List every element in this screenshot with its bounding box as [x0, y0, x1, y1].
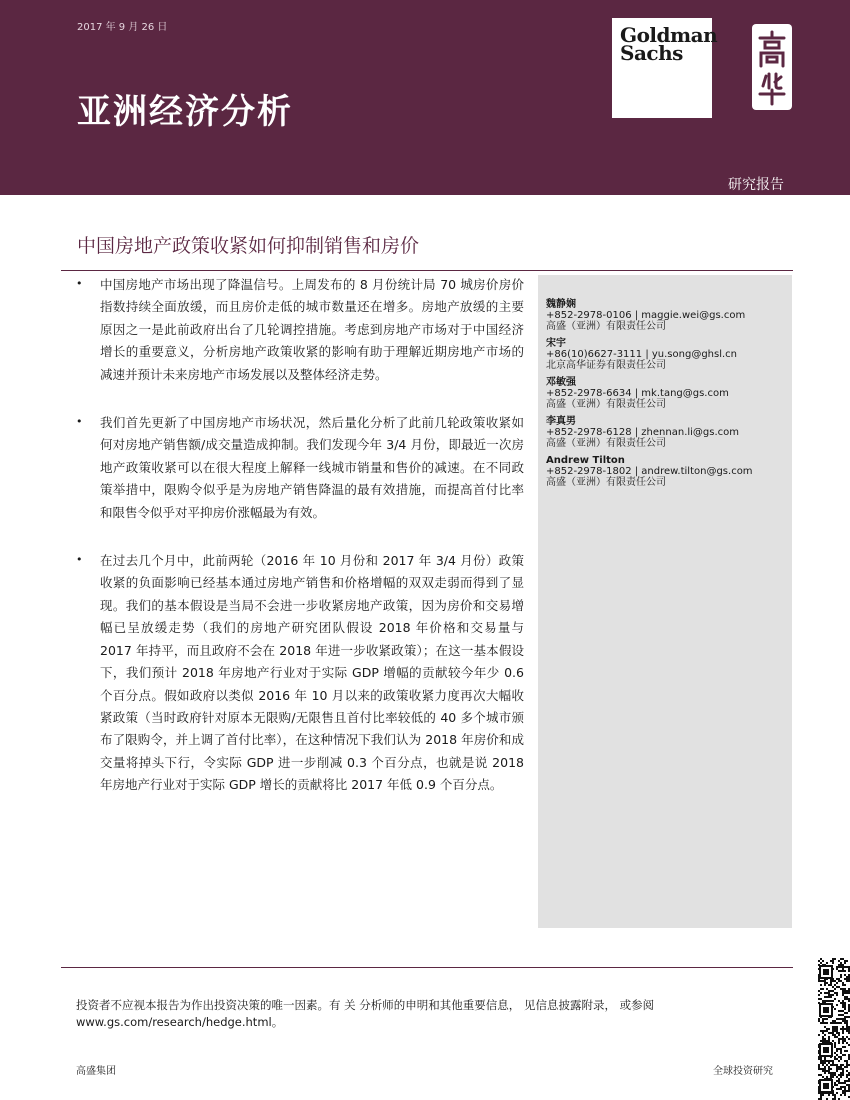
analyst-firm: 高盛（亚洲）有限责任公司 [546, 477, 666, 488]
top-divider [61, 270, 793, 271]
bullet-point [76, 550, 524, 796]
goldman-sachs-logo: Goldman Sachs [612, 18, 712, 118]
bullet-icon: • [76, 553, 83, 567]
bullet-text: 我们首先更新了中国房地产市场状况，然后量化分析了此前几轮政策收紧如何对房地产销售额/成交量造成抑制。我们发现今年 3/4 月份，即最近一次房地产政策收紧可以在很大程度上解释一线城市销量和售价的减速。在不同政策举措中，限购令似乎是为房地产销售降温的最有效措施，而提高首付比率和限售令似乎对平抑房价涨幅最为有效。 [100, 415, 524, 520]
analyst-name: Andrew Tilton [546, 455, 625, 466]
disclaimer-link[interactable]: www.gs.com/research/hedge.html。 [76, 1015, 284, 1029]
analyst-entry [546, 299, 786, 332]
analyst-entry [546, 455, 786, 488]
report-subtitle: 中国房地产政策收紧如何抑制销售和房价 [77, 235, 420, 257]
analyst-name: 李真男 [546, 416, 576, 427]
analyst-contact[interactable]: +852-2978-6634 | mk.tang@gs.com [546, 388, 729, 399]
report-type-label: 研究报告 [728, 177, 784, 193]
bullet-text: 在过去几个月中，此前两轮（2016 年 10 月份和 2017 年 3/4 月份）政策收紧的负面影响已经基本通过房地产销售和价格增幅的双双走弱而得到了显现。我们的基本假设是当局不会进一步收紧房地产政策，因为房价和交易增幅已呈放缓走势（我们的房地产研究团队假设 2018 年价格和交易量与 2017 年持平，而且政府不会在 2018 年进一步收紧政策）；在这一基本假设下，我们预计 2018 年房地产行业对于实际 GDP 增幅的贡献较今年少 0.6 个百分点。假如政府以类似 2016 年 10 月以来的政策收紧力度再次大幅收紧政策（当时政府针对原本无限购/无限售且首付比率较低的 40 多个城市颁布了限购令，并上调了首付比率），在这种情况下我们认为 2018 年房价和成交量将掉头下行，令实际 GDP 进一步削减 0.3 个百分点，也就是说 2018 年房地产行业对于实际 GDP 增长的贡献将比 2017 年低 0.9 个百分点。 [100, 553, 524, 793]
report-body [76, 274, 524, 823]
bullet-icon: • [76, 415, 83, 429]
report-date: 2017 年 9 月 26 日 [77, 22, 168, 33]
page-title: 亚洲经济分析 [77, 92, 293, 132]
analyst-name: 邓敏强 [546, 377, 576, 388]
bullet-icon: • [76, 277, 83, 290]
analyst-sidebar [538, 275, 792, 928]
footer-department: 全球投资研究 [713, 1066, 773, 1077]
analyst-firm: 高盛（亚洲）有限责任公司 [546, 399, 666, 410]
bottom-divider [61, 967, 793, 968]
analyst-entry [546, 416, 786, 449]
analyst-contact[interactable]: +86(10)6627-3111 | yu.song@ghsl.cn [546, 349, 738, 360]
footer-company: 高盛集团 [76, 1066, 116, 1077]
analyst-name: 魏静娴 [546, 299, 576, 310]
analyst-entry [546, 377, 786, 410]
analyst-list [546, 299, 786, 494]
analyst-contact[interactable]: +852-2978-1802 | andrew.tilton@gs.com [546, 466, 753, 477]
header-banner [0, 0, 850, 195]
gaohua-logo [752, 24, 792, 110]
bullet-point [76, 274, 524, 386]
analyst-name: 宋宇 [546, 338, 566, 349]
bullet-text: 中国房地产市场出现了降温信号。上周发布的 8 月份统计局 70 城房价房价指数持续全面放缓，而且房价走低的城市数量还在增多。房地产放缓的主要原因之一是此前政府出台了几轮调控措施。考虑到房地产市场对于中国经济增长的重要意义，分析房地产政策收紧的影响有助于理解近期房地产市场的减速并预计未来房地产市场发展以及整体经济走势。 [100, 277, 524, 382]
qr-code-icon [818, 958, 850, 1100]
bullet-point [76, 412, 524, 524]
analyst-firm: 高盛（亚洲）有限责任公司 [546, 438, 666, 449]
analyst-entry [546, 338, 786, 371]
analyst-contact[interactable]: +852-2978-6128 | zhennan.li@gs.com [546, 427, 740, 438]
analyst-firm: 北京高华证券有限责任公司 [546, 360, 666, 371]
disclaimer [76, 997, 716, 1031]
analyst-firm: 高盛（亚洲）有限责任公司 [546, 321, 666, 332]
disclaimer-text: 投资者不应视本报告为作出投资决策的唯一因素。有 关 分析师的申明和其他重要信息， 见信息披露附录， 或参阅 [76, 998, 655, 1012]
analyst-contact[interactable]: +852-2978-0106 | maggie.wei@gs.com [546, 310, 746, 321]
